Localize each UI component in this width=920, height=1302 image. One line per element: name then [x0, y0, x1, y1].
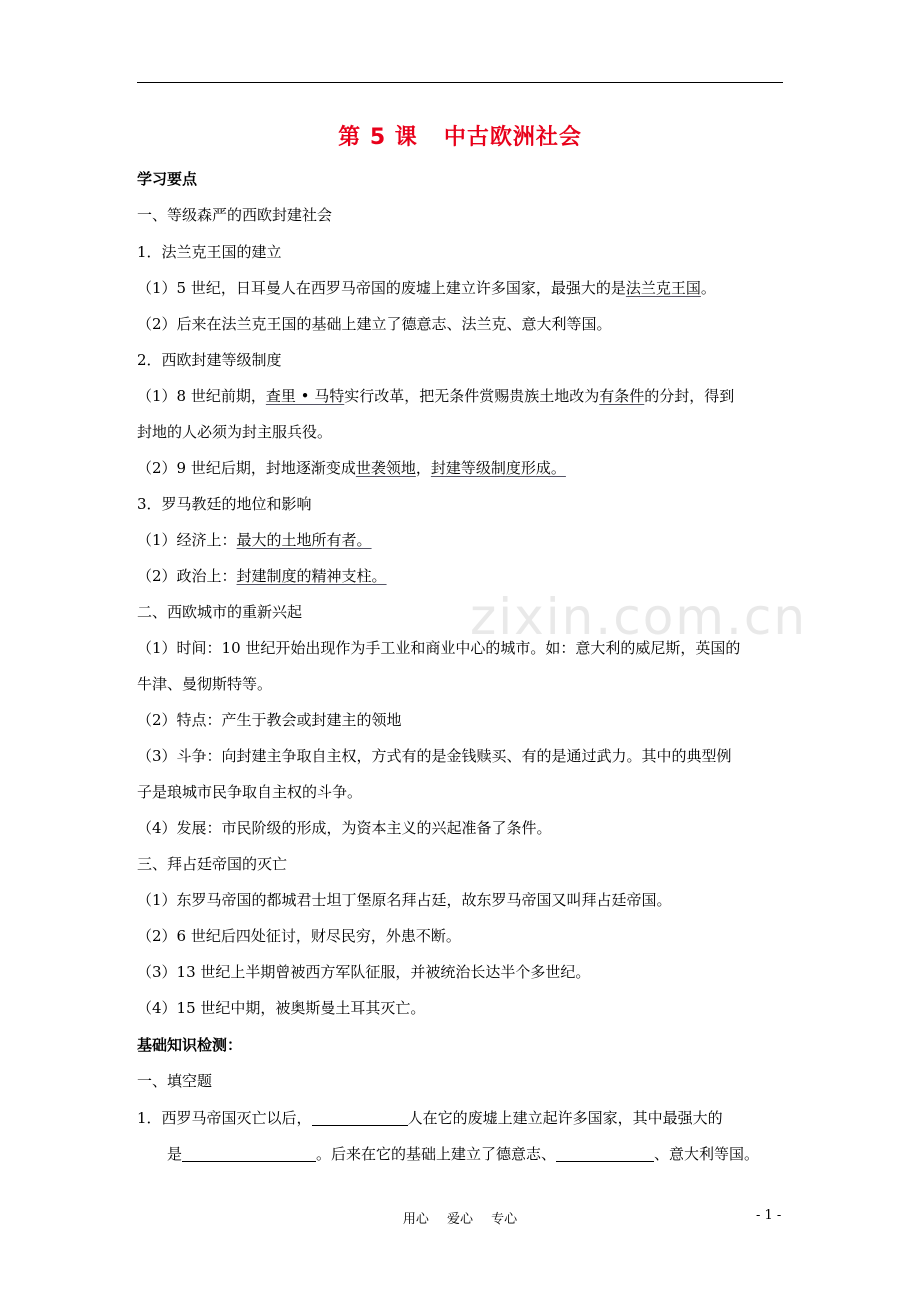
text-span: （2）政治上：: [137, 567, 237, 585]
p2-1-cont: 牛津、曼彻斯特等。: [137, 675, 273, 693]
text-span: （2）9 世纪后期，封地逐渐变成: [137, 459, 356, 477]
p3-1: （1）东罗马帝国的都城君士坦丁堡原名拜占廷，故东罗马帝国又叫拜占廷帝国。: [137, 891, 672, 909]
underlined-answer: 世袭领地: [355, 459, 416, 477]
question-1-cont: [167, 1145, 817, 1163]
p3-4: （4）15 世纪中期，被奥斯曼土耳其灭亡。: [137, 999, 426, 1017]
key-points-heading: 学习要点: [137, 170, 198, 188]
text-span: 的分封，得到: [644, 387, 735, 405]
underlined-answer: 封建制度的精神支柱。: [236, 567, 387, 585]
part3-heading: 三、拜占廷帝国的灭亡: [137, 855, 288, 873]
part2-heading: 二、西欧城市的重新兴起: [137, 603, 303, 621]
p1-3-2: [137, 567, 787, 585]
lesson-number: 第 5 课: [338, 125, 418, 150]
underlined-answer: 最大的土地所有者。: [236, 531, 372, 549]
page-number: - 1 -: [756, 1208, 782, 1223]
text-span: 。: [700, 279, 716, 297]
text-span: 是: [167, 1145, 183, 1163]
p1-3-1: [137, 531, 787, 549]
text-span: 、意大利等国。: [654, 1145, 760, 1163]
text-span: ，: [415, 459, 431, 477]
p2-3: （3）斗争：向封建主争取自主权，方式有的是金钱赎买、有的是通过武力。其中的典型例: [137, 747, 732, 765]
p2-1: （1）时间：10 世纪开始出现作为手工业和商业中心的城市。如：意大利的威尼斯，英国的: [137, 639, 741, 657]
text-span: 。后来在它的基础上建立了德意志、: [316, 1145, 557, 1163]
footer-slogan: 用心 爱心 专心: [402, 1212, 518, 1227]
underlined-answer: 封建等级制度形成。: [430, 459, 566, 477]
answer-blank[interactable]: [182, 1146, 316, 1162]
p1-2-2: [137, 459, 787, 477]
text-span: （1）8 世纪前期，: [137, 387, 266, 405]
p1-3-heading: 3．罗马教廷的地位和影响: [137, 495, 312, 513]
text-span: （1）5 世纪，日耳曼人在西罗马帝国的废墟上建立许多国家，最强大的是: [137, 279, 626, 297]
underlined-answer: 查里 • 马特: [265, 387, 345, 405]
fill-heading: 一、填空题: [137, 1072, 213, 1090]
p1-2-heading: 2．西欧封建等级制度: [137, 351, 282, 369]
question-number: 1．: [137, 1109, 162, 1127]
text-span: 实行改革，把无条件赏赐贵族土地改为: [344, 387, 600, 405]
p1-2-1-cont: 封地的人必须为封主服兵役。: [137, 423, 333, 441]
part1-heading: 一、等级森严的西欧封建社会: [137, 206, 333, 224]
watermark: zixin.com.cn: [470, 588, 808, 646]
p3-3: （3）13 世纪上半期曾被西方军队征服，并被统治长达半个多世纪。: [137, 963, 591, 981]
p1-1-heading: 1．法兰克王国的建立: [137, 243, 282, 261]
header-rule: [137, 82, 783, 83]
lesson-name: 中古欧洲社会: [443, 125, 582, 150]
p1-1-2: （2）后来在法兰克王国的基础上建立了德意志、法兰克、意大利等国。: [137, 315, 612, 333]
p2-3-cont: 子是琅城市民争取自主权的斗争。: [137, 783, 363, 801]
page-title: [0, 120, 920, 151]
text-span: 西罗马帝国灭亡以后，: [161, 1109, 312, 1127]
underlined-answer: 有条件: [599, 387, 645, 405]
p2-2: （2）特点：产生于教会或封建主的领地: [137, 711, 402, 729]
question-1: [137, 1109, 787, 1127]
p1-1-1: [137, 279, 787, 297]
p2-4: （4）发展：市民阶级的形成，为资本主义的兴起准备了条件。: [137, 819, 552, 837]
answer-blank[interactable]: [556, 1146, 654, 1162]
text-span: 人在它的废墟上建立起许多国家，其中最强大的: [407, 1109, 723, 1127]
answer-blank[interactable]: [312, 1110, 408, 1126]
p3-2: （2）6 世纪后四处征讨，财尽民穷，外患不断。: [137, 927, 461, 945]
underlined-answer: 法兰克王国: [625, 279, 701, 297]
p1-2-1: [137, 387, 787, 405]
test-heading: 基础知识检测：: [137, 1036, 243, 1054]
text-span: （1）经济上：: [137, 531, 237, 549]
